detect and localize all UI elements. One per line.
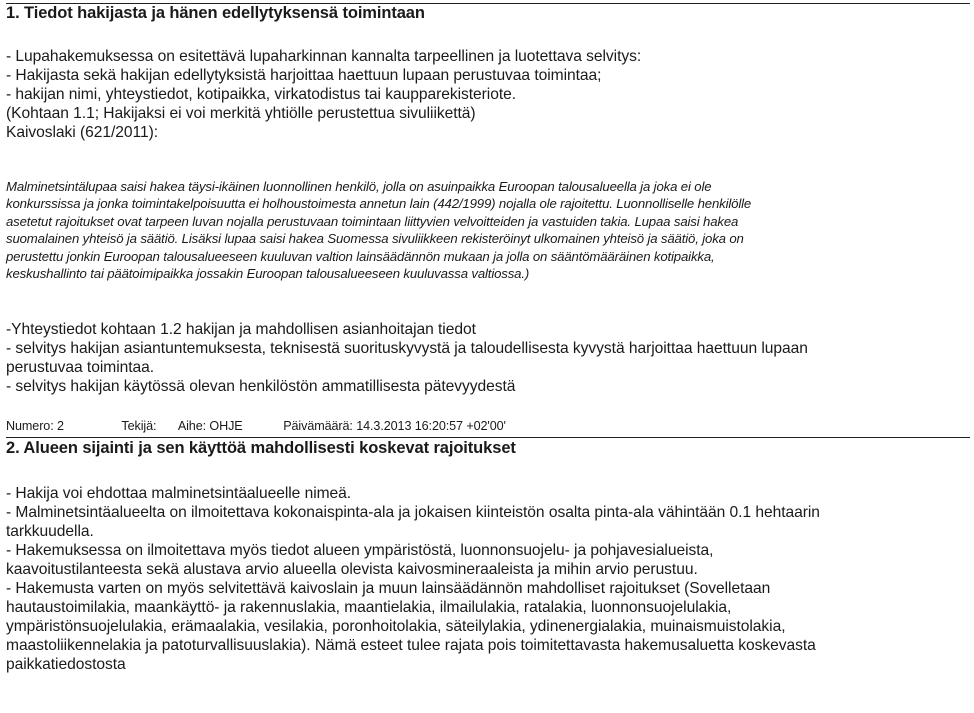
text-line: paikkatiedostosta [6, 656, 126, 673]
text-line: hautaustoimilakia, maankäyttö- ja rakennuslakia, maantielakia, ilmailulakia, ratalakia, luonnonsuojelulakia, [6, 599, 732, 616]
meta-paivamaara: Päivämäärä: 14.3.2013 16:20:57 +02'00' [283, 419, 506, 433]
law-quote [6, 178, 968, 282]
text-line: -Yhteystiedot kohtaan 1.2 hakijan ja mahdollisen asianhoitajan tiedot [6, 321, 476, 338]
text-line: (Kohtaan 1.1; Hakijaksi ei voi merkitä yhtiölle perustettua sivuliikettä) [6, 105, 476, 122]
meta-numero: Numero: 2 [6, 419, 64, 433]
meta-aihe: Aihe: OHJE [177, 419, 243, 433]
text-line: - selvitys hakijan asiantuntemuksesta, teknisestä suorituskyvystä ja taloudellisesta kyvystä harjoittaa haettuun lupaan [6, 340, 808, 357]
text-line: tarkkuudella. [6, 523, 94, 540]
text-line: - Hakemuksessa on ilmoitettava myös tiedot alueen ympäristöstä, luonnonsuojelu- ja pohjavesialueista, [6, 542, 714, 559]
section-divider [6, 437, 970, 438]
text-line: - selvitys hakijan käytössä olevan henkilöstön ammatillisesta pätevyydestä [6, 378, 516, 395]
text-line: - hakijan nimi, yhteystiedot, kotipaikka, virkatodistus tai kaupparekisteriote. [6, 86, 517, 103]
text-line: ympäristönsuojelulakia, erämaalakia, vesilakia, poronhoitolakia, säteilylakia, ydinenergialakia, muinaismuistolakia, [6, 618, 786, 635]
text-line: kaavoitustilanteesta sekä alustava arvio alueella olevista kaivosmineraaleista ja mihin arvio perustuu. [6, 561, 698, 578]
text-line: - Lupahakemuksessa on esitettävä lupaharkinnan kannalta tarpeellinen ja luotettava selvitys: [6, 48, 642, 65]
meta-tekija: Tekijä: [121, 419, 157, 433]
text-line: - Malminetsintäalueelta on ilmoitettava kokonaispinta-ala ja jokaisen kiinteistön osalta pinta-ala vähintään 0.1 hehtaarin [6, 504, 820, 521]
text-line: - Hakemusta varten on myös selvitettävä kaivoslain ja muun lainsäädännön mahdolliset rajoitukset (Sovelletaan [6, 580, 771, 597]
section-2-lines [6, 484, 820, 674]
section-2-title: 2. Alueen sijainti ja sen käyttöä mahdollisesti koskevat rajoitukset [6, 439, 516, 457]
quote-line: asetetut rajoitukset ovat tarpeen luvan nojalla perustuvaan toimintaan liittyvien velvoitteiden ja vastuiden takia. Lupaa saisi hakea [6, 213, 739, 229]
text-line: maastoliikennelakia ja patoturvallisuuslakia). Nämä esteet tulee rajata pois toimitettavasta hakemusaluetta koskevasta [6, 637, 816, 654]
quote-line: Malminetsintälupaa saisi hakea täysi-ikäinen luonnollinen henkilö, jolla on asuinpaikka Euroopan talousalueella ja joka ei ole [6, 179, 712, 194]
text-line: perustuvaa toimintaa. [6, 359, 155, 376]
section-1-lines [6, 47, 641, 142]
quote-line: keskushallinto tai päätoimipaikka jossakin Euroopan talousalueeseen kuuluvassa valtiossa.) [6, 266, 530, 282]
text-line: - Hakija voi ehdottaa malminetsintäalueelle nimeä. [6, 485, 352, 502]
text-line: Kaivoslaki (621/2011): [6, 124, 159, 141]
section-1-title: 1. Tiedot hakijasta ja hänen edellytyksensä toimintaan [6, 4, 425, 22]
text-line: - Hakijasta sekä hakijan edellytyksistä harjoittaa haettuun lupaan perustuvaa toimintaa; [6, 67, 602, 84]
quote-line: konkurssissa ja jonka toimintakelpoisuutta ei holhoustoimesta annetun lain (442/1999) nojalla ole rajoitettu. Luonnolliselle henkilölle [6, 196, 752, 212]
quote-line: suomalainen yhteisö ja säätiö. Lisäksi lupaa saisi hakea Suomessa sivuliikkeen rekisteröinyt ulkomainen yhteisö ja säätiö, joka on [6, 231, 744, 247]
quote-line: perustettu jonkin Euroopan talousalueeseen kuuluvan valtion lainsäädännön mukaan ja jolla on sääntömääräinen kotipaikka, [6, 248, 715, 264]
comment-metadata [6, 419, 506, 433]
section-1-requirements [6, 320, 808, 396]
